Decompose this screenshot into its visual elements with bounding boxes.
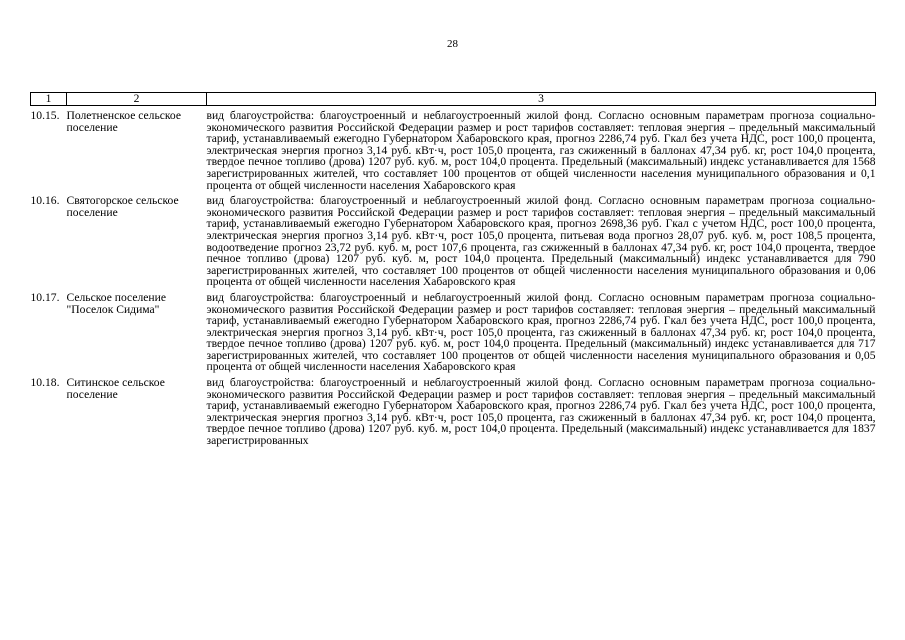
- table-row: [31, 292, 876, 377]
- row-number: 10.16.: [30, 194, 60, 208]
- settlement-name: Сельское поселение "Поселок Сидима": [66, 290, 166, 316]
- header-col-2: 2: [67, 93, 207, 106]
- table-row: [31, 106, 876, 196]
- settlement-description: вид благоустройства: благоустроенный и неблагоустроенный жилой фонд. Согласно основным параметрам прогноза социально-экономического развития Российской Федерации размер и рост тарифов составляет: тепловая энергия – предельный максимальный тариф, устанавливаемый ежегодно Губернатором Хабаровского края, прогноз 2286,74 руб. Гкал без учета НДС, рост 100,0 процента, электрическая энергия прогноз 3,14 руб. кВт·ч, рост 105,0 процента, газ сжиженный в баллонах 47,34 руб. кг, рост 104,0 процента, твердое печное топливо (дрова) 1207 руб. куб. м, рост 104,0 процента. Предельный (максимальный) индекс устанавливается для 1837 зарегистрированных: [206, 376, 876, 448]
- row-number: 10.17.: [30, 290, 60, 304]
- table-body: [31, 106, 876, 451]
- table-row: [31, 377, 876, 451]
- settlement-description: вид благоустройства: благоустроенный и неблагоустроенный жилой фонд. Согласно основным параметрам прогноза социально-экономического развития Российской Федерации размер и рост тарифов составляет: тепловая энергия – предельный максимальный тариф, устанавливаемый ежегодно Губернатором Хабаровского края, прогноз 2286,74 руб. Гкал без учета НДС, рост 100,0 процента, электрическая энергия прогноз 3,14 руб. кВт·ч, рост 105,0 процента, газ сжиженный в баллонах 47,34 руб. кг, рост 104,0 процента, твердое печное топливо (дрова) 1207 руб. куб. м, рост 104,0 процента. Предельный (максимальный) индекс устанавливается для 717 зарегистрированных жителей, что составляет 100 процентов от общей численности населения муниципального образования и 0,05 процента от общей численности населения Хабаровского края: [206, 290, 876, 374]
- table-header: [31, 93, 876, 106]
- row-number: 10.15.: [30, 109, 60, 122]
- settlement-name: Святогорское сельское поселение: [66, 194, 179, 219]
- page-number: 28: [447, 38, 458, 50]
- settlement-description: вид благоустройства: благоустроенный и неблагоустроенный жилой фонд. Согласно основным параметрам прогноза социально-экономического развития Российской Федерации размер и рост тарифов составляет: тепловая энергия – предельный максимальный тариф, устанавливаемый ежегодно Губернатором Хабаровского края, прогноз 2286,74 руб. Гкал без учета НДС, рост 100,0 процента, электрическая энергия прогноз 3,14 руб. кВт·ч, рост 105,0 процента, газ сжиженный в баллонах 47,34 руб. кг, рост 104,0 процента, твердое печное топливо (дрова) 1207 руб. куб. м, рост 104,0 процента. Предельный (максимальный) индекс устанавливается для 1568 зарегистрированных жителей, что составляет 100 процентов от общей численности населения муниципального образования и 0,1 процента от общей численности населения Хабаровского края: [206, 109, 876, 192]
- table-row: [31, 195, 876, 292]
- settlement-description: вид благоустройства: благоустроенный и неблагоустроенный жилой фонд. Согласно основным параметрам прогноза социально-экономического развития Российской Федерации размер и рост тарифов составляет: тепловая энергия – предельный максимальный тариф, устанавливаемый ежегодно Губернатором Хабаровского края, прогноз 2698,36 руб. Гкал с учетом НДС, рост 100,0 процента, электрическая энергия прогноз 3,14 руб. кВт·ч, рост 105,0 процента, питьевая вода прогноз 28,07 руб. куб. м, рост 108,5 процента, водоотведение прогноз 23,72 руб. куб. м, рост 107,6 процента, газ сжиженный в баллонах 47,34 руб. кг, рост 104,0 процента, твердое печное топливо (дрова) 1207 руб. куб. м, рост 104,0 процента. Предельный (максимальный) индекс устанавливается для 790 зарегистрированных жителей, что составляет 100 процентов от общей численности населения муниципального образования и 0,06 процента от общей численности населения Хабаровского края: [206, 194, 876, 289]
- header-col-3: 3: [207, 93, 876, 106]
- settlement-name: Ситинское сельское поселение: [66, 376, 165, 401]
- row-number: 10.18.: [30, 376, 60, 390]
- settlement-name: Полетненское сельское поселение: [66, 109, 182, 134]
- tariff-table: [30, 92, 876, 451]
- header-row: [31, 93, 876, 106]
- header-col-1: 1: [31, 93, 67, 106]
